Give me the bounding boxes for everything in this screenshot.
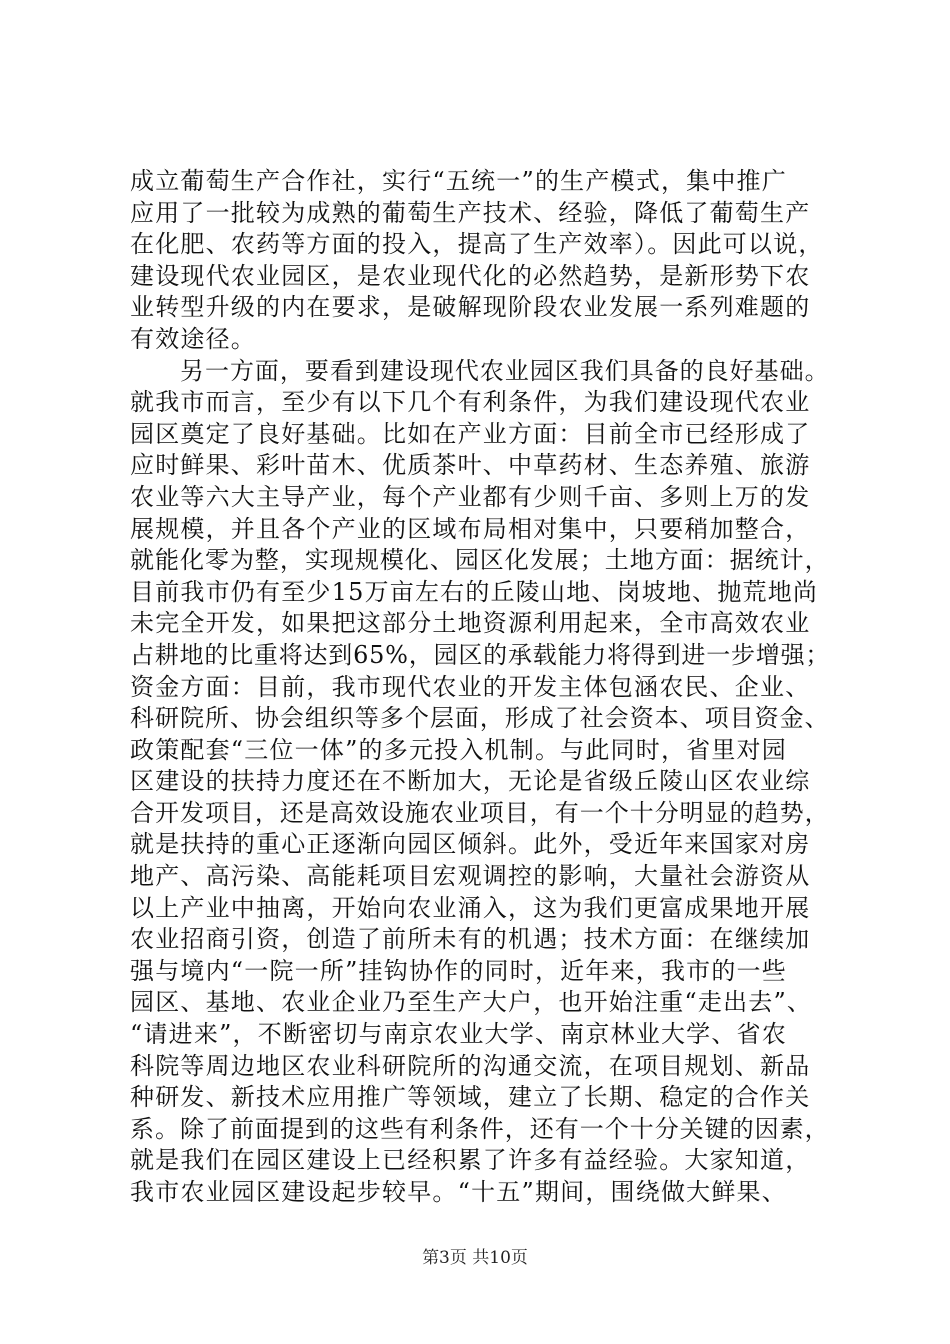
text-line: 园区奠定了良好基础。比如在产业方面：目前全市已经形成了: [130, 419, 811, 448]
text-line: 园区、基地、农业企业乃至生产大户，也开始注重“走出去”、: [130, 988, 813, 1017]
page-footer: 第3页 共10页: [422, 1248, 528, 1268]
text-line: 另一方面，要看到建设现代农业园区我们具备的良好基础。: [130, 356, 830, 385]
document-body: [130, 166, 830, 1209]
text-line: 就是我们在园区建设上已经积累了许多有益经验。大家知道，: [130, 1146, 811, 1175]
text-line: 政策配套“三位一体”的多元投入机制。与此同时，省里对园: [130, 735, 787, 764]
text-line: 我市农业园区建设起步较早。“十五”期间，围绕做大鲜果、: [130, 1178, 787, 1206]
text-line: 就我市而言，至少有以下几个有利条件，为我们建设现代农业: [130, 388, 811, 417]
text-line: 展规模，并且各个产业的区域布局相对集中，只要稍加整合，: [130, 514, 811, 543]
text-line: 就是扶持的重心正逐渐向园区倾斜。此外，受近年来国家对房: [130, 830, 811, 859]
text-line: 区建设的扶持力度还在不断加大，无论是省级丘陵山区农业综: [130, 767, 811, 796]
text-line: 农业等六大主导产业，每个产业都有少则千亩、多则上万的发: [130, 482, 811, 511]
text-line: 地产、高污染、高能耗项目宏观调控的影响，大量社会游资从: [130, 862, 811, 891]
text-line: 种研发、新技术应用推广等领域，建立了长期、稳定的合作关: [130, 1083, 811, 1112]
text-line: 目前我市仍有至少15万亩左右的丘陵山地、岗坡地、抛荒地尚: [130, 577, 819, 606]
text-line: 强与境内“一院一所”挂钩协作的同时，近年来，我市的一些: [130, 956, 787, 985]
text-line: 占耕地的比重将达到65%，园区的承载能力将得到进一步增强；: [130, 640, 831, 669]
text-line: 成立葡萄生产合作社，实行“五统一”的生产模式，集中推广: [130, 167, 787, 195]
text-line: 应时鲜果、彩叶苗木、优质茶叶、中草药材、生态养殖、旅游: [130, 451, 811, 480]
text-line: 建设现代农业园区，是农业现代化的必然趋势，是新形势下农: [130, 261, 811, 290]
text-line: 有效途径。: [130, 324, 256, 353]
text-line: 合开发项目，还是高效设施农业项目，有一个十分明显的趋势，: [130, 798, 830, 827]
text-line: 以上产业中抽离，开始向农业涌入，这为我们更富成果地开展: [130, 893, 811, 922]
text-line: 系。除了前面提到的这些有利条件，还有一个十分关键的因素，: [130, 1114, 830, 1143]
text-line: 就能化零为整，实现规模化、园区化发展；土地方面：据统计，: [130, 546, 830, 575]
text-line: 农业招商引资，创造了前所未有的机遇；技术方面：在继续加: [130, 925, 811, 954]
text-line: 在化肥、农药等方面的投入，提高了生产效率）。因此可以说，: [130, 230, 824, 259]
text-line: 应用了一批较为成熟的葡萄生产技术、经验，降低了葡萄生产: [130, 198, 811, 227]
text-line: 未完全开发，如果把这部分土地资源利用起来，全市高效农业: [130, 609, 811, 638]
text-line: 科研院所、协会组织等多个层面，形成了社会资本、项目资金、: [130, 704, 830, 733]
text-line: 资金方面：目前，我市现代农业的开发主体包涵农民、企业、: [130, 672, 811, 701]
text-line: 业转型升级的内在要求，是破解现阶段农业发展一系列难题的: [130, 293, 811, 322]
text-line: 科院等周边地区农业科研院所的沟通交流，在项目规划、新品: [130, 1051, 811, 1080]
text-line: “请进来”，不断密切与南京农业大学、南京林业大学、省农: [130, 1020, 787, 1049]
